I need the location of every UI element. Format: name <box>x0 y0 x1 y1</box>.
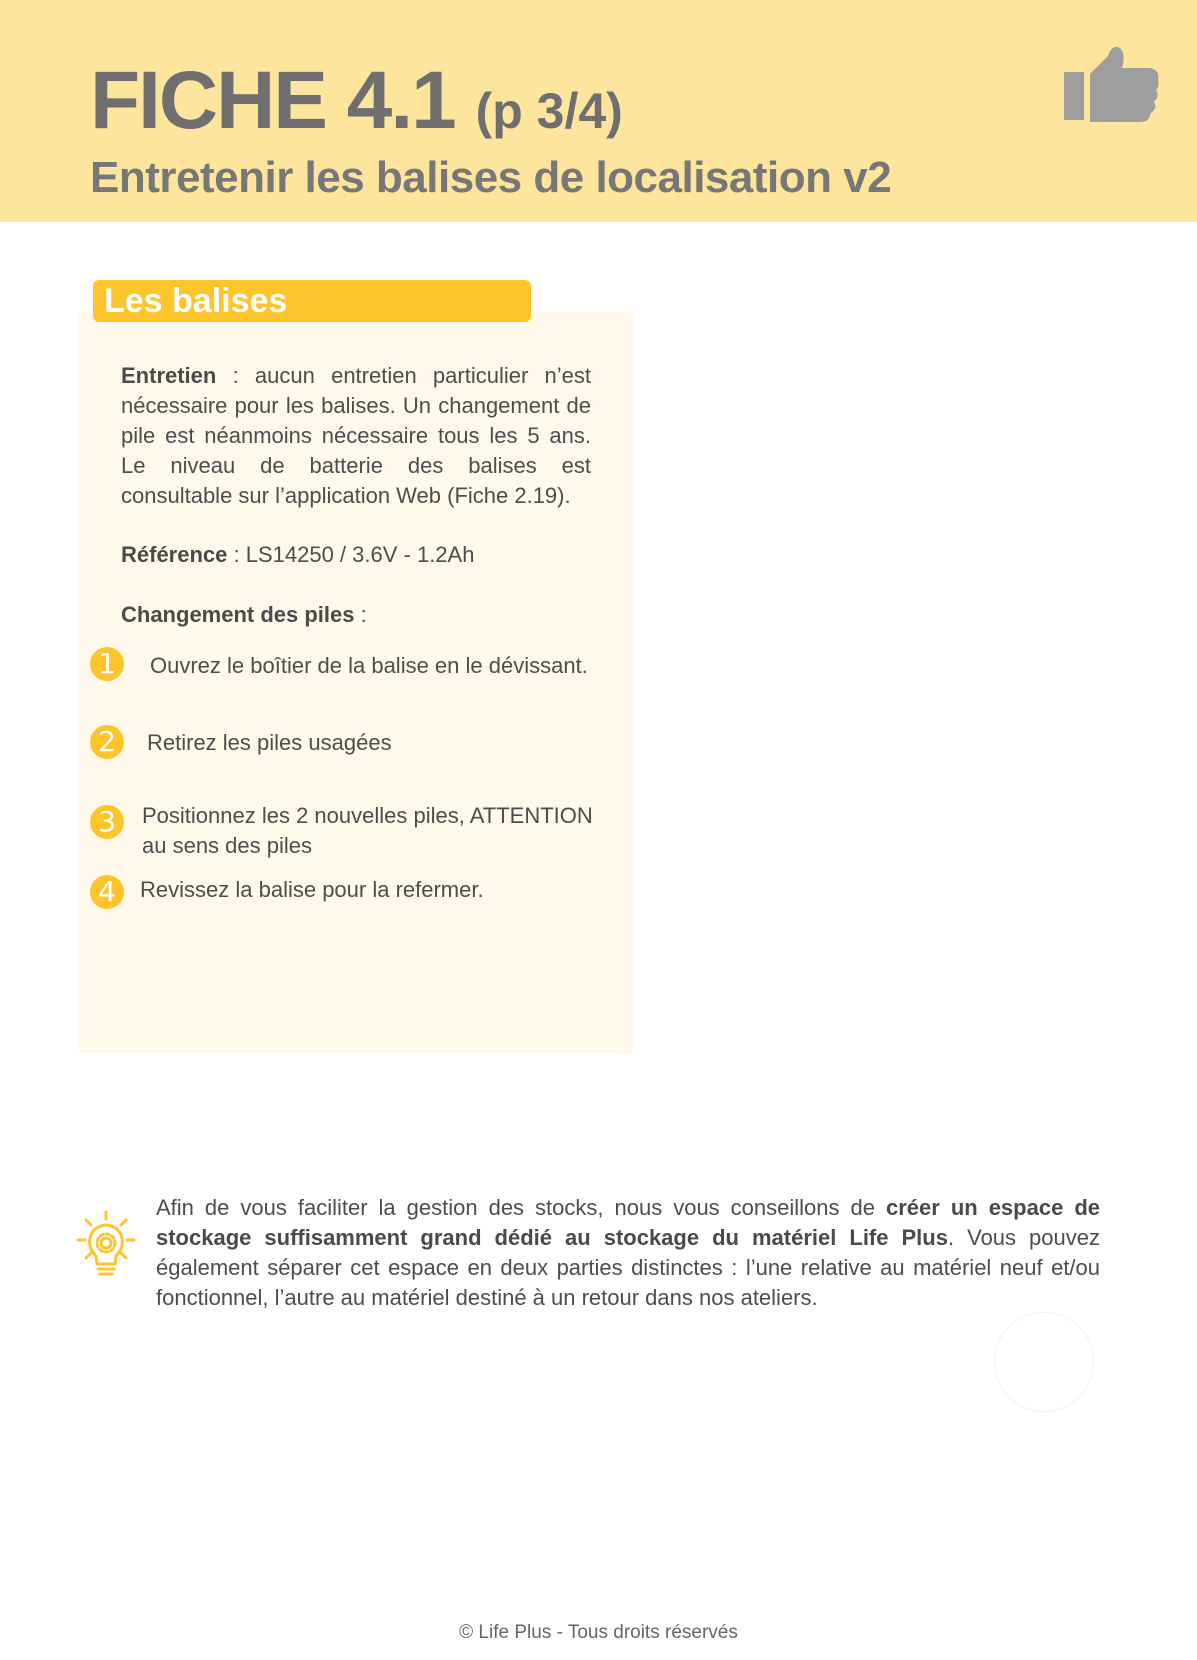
change-suffix: : <box>354 602 367 627</box>
fiche-number: FICHE 4.1 <box>90 55 455 146</box>
step-number: 1 <box>90 647 124 681</box>
tip-text-bold: créer un espace de stockage suffisamment grand dédié au stockage du matériel Life Plus <box>156 1195 1100 1250</box>
step-number: 4 <box>90 875 124 909</box>
step-text: Retirez les piles usagées <box>147 730 392 755</box>
step-text: Revissez la balise pour la refermer. <box>140 877 484 902</box>
tip-text-before: Afin de vous faciliter la gestion des stocks, nous vous conseillons de <box>156 1195 886 1220</box>
section-title: Les balises <box>104 282 288 320</box>
entretien-text: : aucun entretien particulier n’est nécessaire pour les balises. Un changement de pile est néanmoins nécessaire tous les 5 ans. Le niveau de batterie des balises est consultable sur l’application Web (Fiche 2.19). <box>121 363 591 508</box>
thumbs-up-icon <box>1064 44 1160 126</box>
lightbulb-icon <box>76 1210 136 1280</box>
change-label: Changement des piles <box>121 602 355 627</box>
page-indicator: (p 3/4) <box>475 83 623 139</box>
page-subtitle: Entretenir les balises de localisation v2 <box>90 153 892 202</box>
step-number: 2 <box>90 725 124 759</box>
entretien-paragraph <box>121 361 591 511</box>
storage-tip <box>156 1193 1100 1313</box>
reference-text: : LS14250 / 3.6V - 1.2Ah <box>227 542 475 567</box>
page-footer: © Life Plus - Tous droits réservés <box>459 1622 738 1643</box>
reference-paragraph <box>121 540 591 570</box>
step-text: Ouvrez le boîtier de la balise en le dévissant. <box>150 653 588 678</box>
page-title <box>90 56 623 156</box>
decorative-circle <box>994 1312 1094 1412</box>
tip-text-after: . Vous pouvez également séparer cet espace en deux parties distinctes : l’une relative au matériel neuf et/ou fonctionnel, l’autre au matériel destiné à un retour dans nos ateliers. <box>156 1225 1100 1310</box>
entretien-label: Entretien <box>121 363 217 388</box>
change-heading <box>121 600 591 630</box>
step-number: 3 <box>90 805 124 839</box>
reference-label: Référence <box>121 542 228 567</box>
step-text: Positionnez les 2 nouvelles piles, ATTENTION au sens des piles <box>142 803 593 858</box>
